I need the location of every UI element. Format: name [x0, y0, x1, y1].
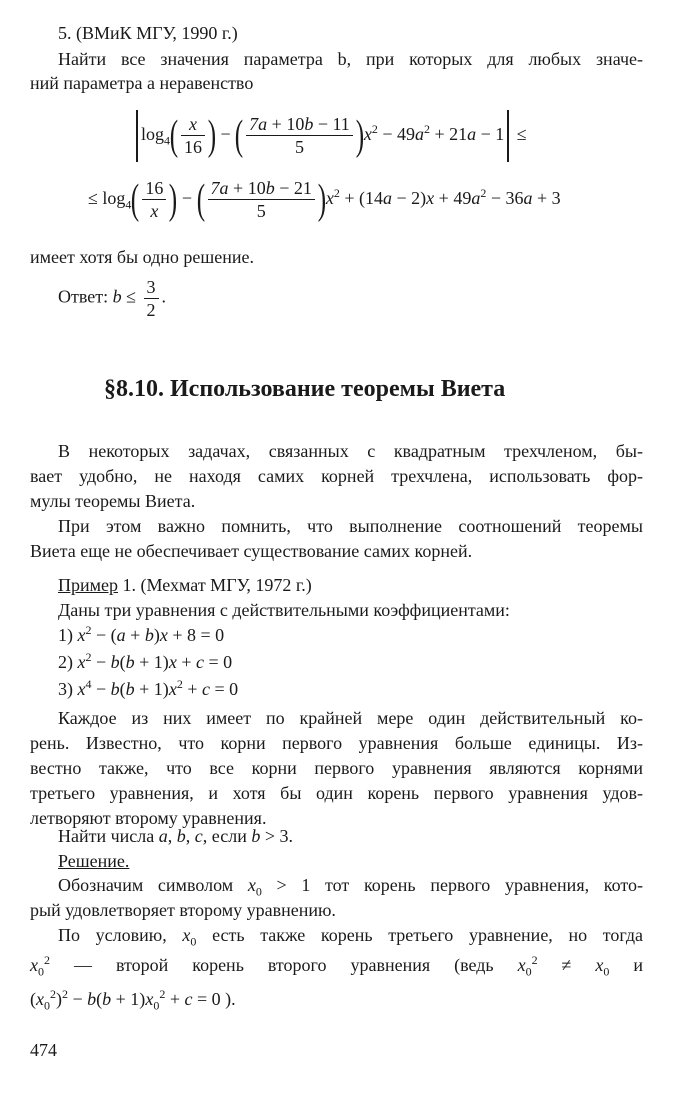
- para1-line3: мулы теоремы Виета.: [30, 491, 196, 511]
- equation-1: 1) $x^2 - (a + b)x + 8 = 0$: [58, 623, 225, 645]
- example-p1: Каждое из них имеет по крайней мере один действительный ко-: [58, 708, 643, 728]
- solution-line1-post: тот корень первого уравнения, кото-: [325, 875, 643, 895]
- solution-line2: рый удовлетворяет второму уравнению.: [30, 900, 336, 920]
- solution-line3: По условию, $x_0$ есть также корень третьего уравнение, но тогда: [58, 925, 644, 949]
- section-title: §8.10. Использование теоремы Виета: [104, 376, 506, 402]
- answer: Ответ: b ≤ $\frac{3}{2}$ .: [58, 277, 167, 320]
- example-p5: летворяют второму уравнения.: [30, 808, 267, 828]
- example-header: [58, 574, 312, 596]
- solution-label: Решение.: [58, 851, 130, 871]
- para1-line2: вает удобно, не находя самих корней трехчлена, использовать фор-: [30, 466, 643, 486]
- inequality-line1: $\log_4$( $\frac{x}{16}$ ) − ( $\frac{7a + 10b - 11}{5}$ )$x^2 - 49a^2 + 21a - 1$ ≤: [133, 108, 527, 162]
- solution-line4-mid: — второй корень второго уравнения (ведь: [73, 955, 494, 975]
- answer-label: Ответ:: [58, 286, 109, 307]
- example-intro: Даны три уравнения с действительными коэффициентами:: [58, 600, 510, 620]
- problem-header: 5. (ВМиК МГУ, 1990 г.): [58, 23, 238, 43]
- problem-text-line1: Найти все значения параметра b, при которых для любых значе-: [58, 49, 643, 69]
- example-label: Пример: [58, 575, 119, 595]
- solution-line1: Обозначим символом $x_0 > 1$ тот корень первого уравнения, кото-: [58, 875, 643, 899]
- solution-line4: $x_0^2$ — второй корень второго уравнения (ведь $x_0^2 \ne x_0$ и: [30, 953, 644, 979]
- example-p4: третьего уравнения, и хотя бы один корень первого уравнения удов-: [30, 783, 643, 803]
- equation-3: 3) $x^4 - b(b + 1)x^2 + c = 0$: [58, 677, 239, 699]
- example-p2: рень. Известно, что корни первого уравнения больше единицы. Из-: [30, 733, 643, 753]
- example-p3: вестно также, что все корни первого уравнения являются корнями: [30, 758, 643, 778]
- problem-after-text: имеет хотя бы одно решение.: [30, 247, 254, 267]
- para1-line1: В некоторых задачах, связанных с квадратным трехчленом, бы-: [58, 441, 643, 461]
- page-number: 474: [30, 1040, 57, 1060]
- para2-line1: При этом важно помнить, что выполнение соотношений теоремы: [58, 516, 643, 536]
- example-task: Найти числа a, b, c, если b > 3.: [58, 826, 293, 846]
- solution-line5: $(x_0^2)^2 - b(b + 1)x_0^2 + c = 0$ ).: [30, 987, 236, 1013]
- inequality-line2: ≤ $\log_4$( $\frac{16}{x}$ ) − ( $\frac{7a + 10b - 21}{5}$ )$x^2 + (14a - 2)x + 49a^2 - 36a + 3$: [88, 176, 561, 223]
- solution-line3-pre: По условию,: [58, 925, 167, 945]
- para2-line2: Виета еще не обеспечивает существование самих корней.: [30, 541, 473, 561]
- solution-line1-pre: Обозначим символом: [58, 875, 234, 895]
- example-header-rest: 1. (Мехмат МГУ, 1972 г.): [118, 575, 312, 595]
- problem-text-line2: ний параметра a неравенство: [30, 73, 254, 93]
- equation-2: 2) $x^2 - b(b + 1)x + c = 0$: [58, 650, 233, 672]
- solution-line3-post: есть также корень третьего уравнение, но тогда: [212, 925, 644, 945]
